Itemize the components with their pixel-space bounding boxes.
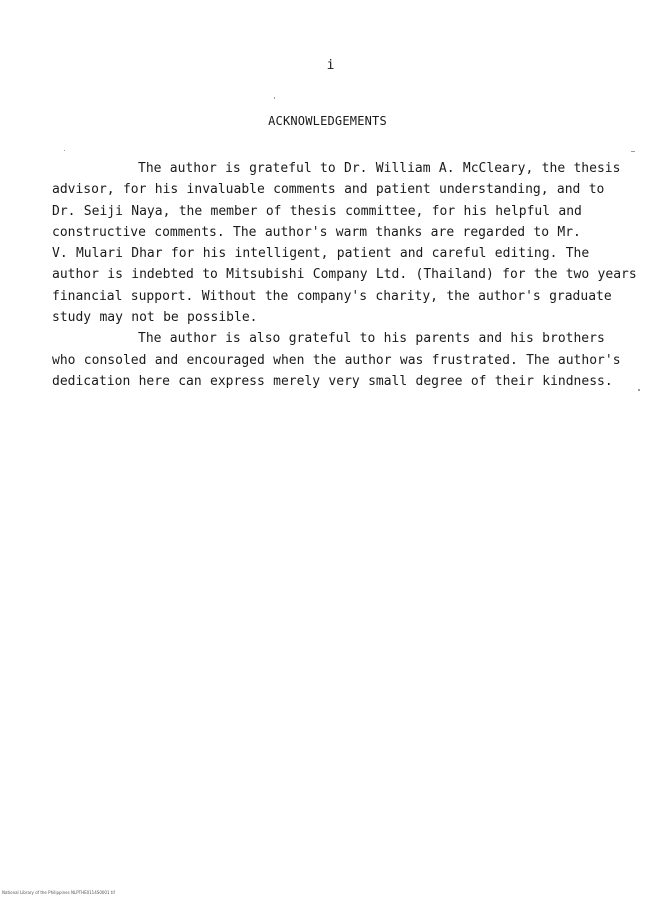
page-heading: ACKNOWLEDGEMENTS <box>268 114 387 128</box>
scan-speck <box>631 151 635 152</box>
paragraph-1-line-4: constructive comments. The author's warm thanks are regarded to Mr. <box>52 224 581 240</box>
scan-speck <box>274 97 275 99</box>
paragraph-2-line-2: who consoled and encouraged when the author was frustrated. The author's <box>52 352 621 368</box>
paragraph-1-line-1: The author is grateful to Dr. William A. McCleary, the thesis <box>138 161 621 176</box>
scan-speck <box>64 150 65 151</box>
paragraph-1-line-8: study may not be possible. <box>52 310 258 326</box>
paragraph-2-line-1: The author is also grateful to his parents and his brothers <box>138 331 605 347</box>
page-number: i <box>326 58 335 73</box>
paragraph-2-line-3: dedication here can express merely very small degree of their kindness. <box>52 373 613 389</box>
paragraph-1-line-2: advisor, for his invaluable comments and patient understanding, and to <box>52 182 605 198</box>
paragraph-1-line-5: V. Mulari Dhar for his intelligent, patient and careful editing. The <box>52 246 590 262</box>
scan-speck <box>638 389 640 391</box>
paragraph-1-line-6: author is indebted to Mitsubishi Company Ltd. (Thailand) for the two years <box>52 267 637 283</box>
acknowledgements-body <box>52 158 652 392</box>
paragraph-1-line-7: financial support. Without the company's charity, the author's graduate <box>52 288 612 304</box>
paragraph-1-line-3: Dr. Seiji Naya, the member of thesis committee, for his helpful and <box>52 203 582 219</box>
scan-footer: National Library of the Philippines NLPTHE0114S0001 tif <box>2 890 115 895</box>
